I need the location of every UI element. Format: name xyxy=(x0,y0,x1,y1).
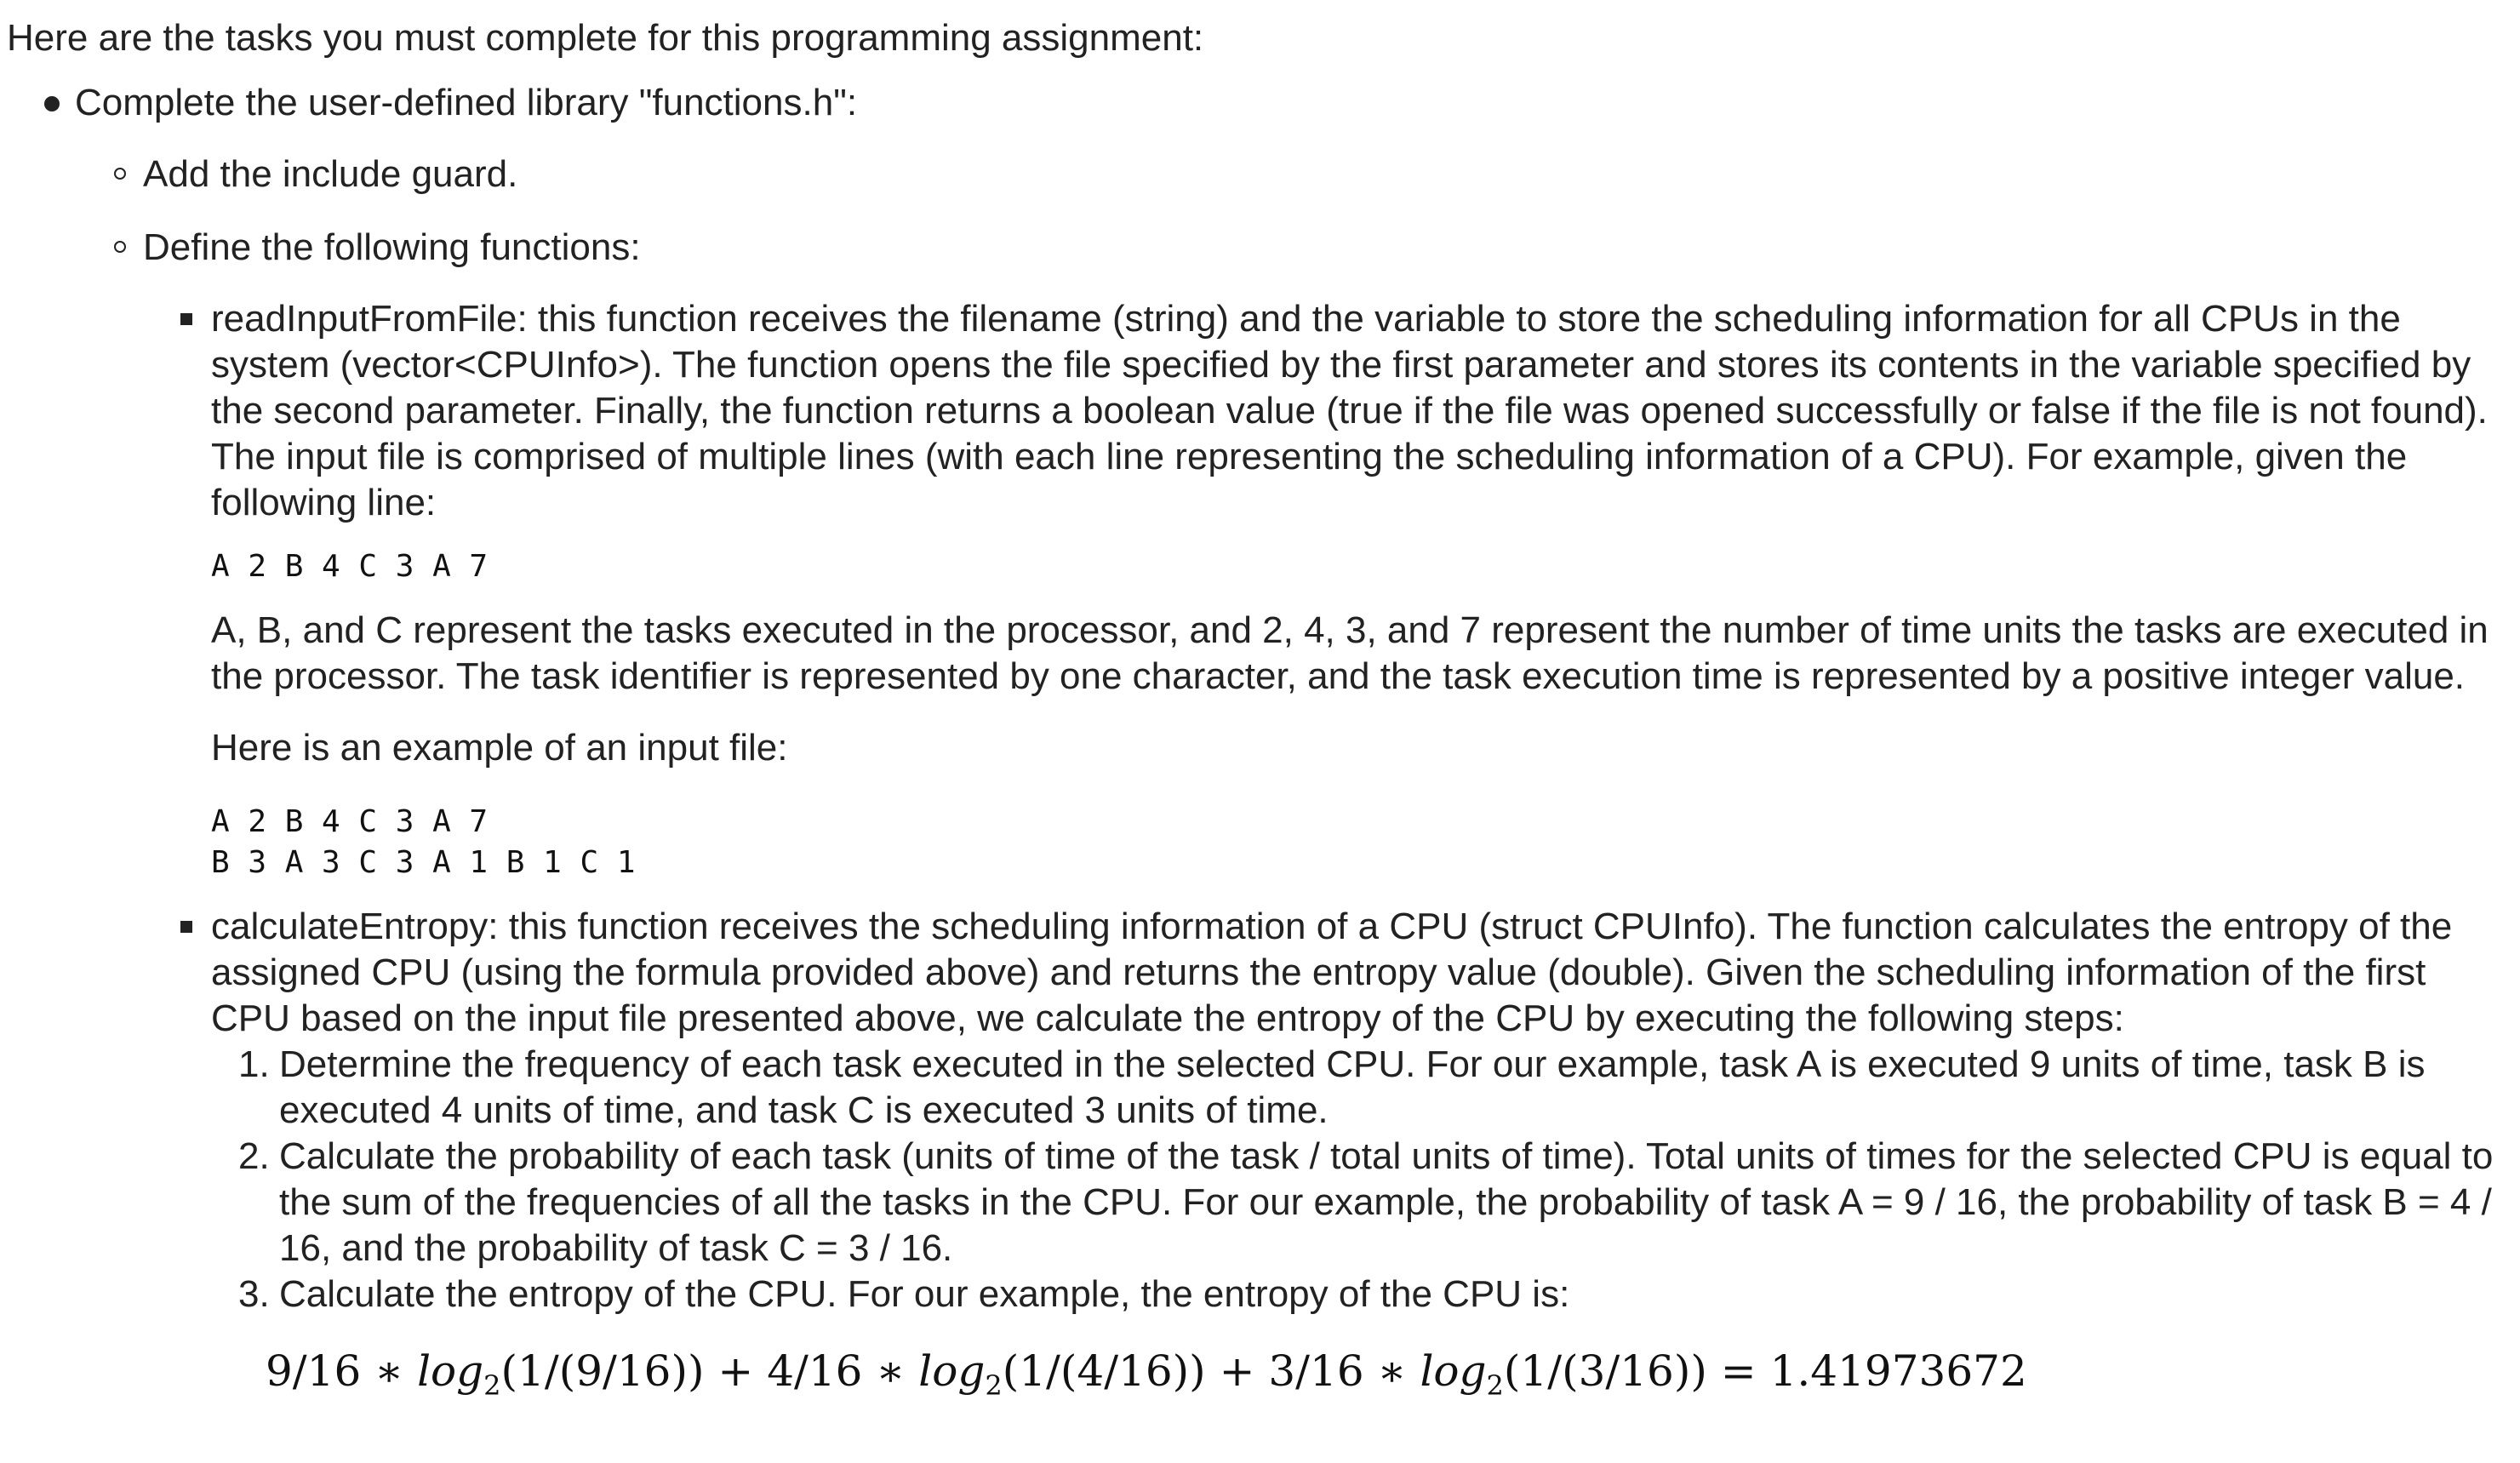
subtask-text: Define the following functions: xyxy=(143,226,641,268)
circle-bullet-icon xyxy=(114,168,126,180)
task-item-text: Complete the user-defined library "functions.h": xyxy=(75,82,858,123)
example-explanation: A, B, and C represent the tasks executed in the processor, and 2, 4, 3, and 7 represent the number of time units the tasks are executed in the processor. The task identifier is represented by one character, and the task execution time is represented by a positive integer value. xyxy=(211,609,2489,697)
function-list xyxy=(143,296,2509,1415)
square-bullet-icon xyxy=(180,313,192,325)
task-item-library xyxy=(7,80,2509,1415)
function-calculate-entropy xyxy=(143,904,2509,1415)
formula-log: log xyxy=(1420,1346,1487,1396)
formula-argument: (1/(9/16)) xyxy=(500,1346,705,1396)
formula-operator: + xyxy=(1205,1346,1269,1396)
step-item xyxy=(211,1134,2509,1272)
square-bullet-icon xyxy=(180,921,192,933)
formula-result: 1.41973672 xyxy=(1769,1346,2027,1396)
formula-argument: (1/(3/16)) xyxy=(1503,1346,1707,1396)
step-number: 3. xyxy=(238,1273,270,1315)
intro-text: Here are the tasks you must complete for this programming assignment: xyxy=(7,17,1204,59)
step-text: Determine the frequency of each task executed in the selected CPU. For our example, task A is executed 9 units of time, task B is executed 4 units of time, and task C is executed 3 units of time. xyxy=(279,1043,2426,1131)
formula-log-base: 2 xyxy=(483,1369,501,1402)
example-file-intro: Here is an example of an input file: xyxy=(211,727,788,769)
formula-log-base: 2 xyxy=(985,1369,1003,1402)
subtask-text: Add the include guard. xyxy=(143,153,518,195)
formula-log: log xyxy=(417,1346,484,1396)
function-read-input-from-file xyxy=(143,296,2509,883)
assignment-document xyxy=(7,15,2509,1443)
step-item xyxy=(211,1272,2509,1317)
step-item xyxy=(211,1042,2509,1134)
circle-bullet-icon xyxy=(114,241,126,253)
disc-bullet-icon xyxy=(44,96,60,111)
formula-log-base: 2 xyxy=(1486,1369,1504,1402)
entropy-steps-list xyxy=(211,1042,2509,1317)
formula-coefficient: 4/16 ∗ xyxy=(767,1346,919,1396)
formula-coefficient: 9/16 ∗ xyxy=(266,1346,418,1396)
library-subtask-list xyxy=(75,151,2509,1415)
subtask-include-guard xyxy=(75,151,2509,197)
subtask-define-functions xyxy=(75,225,2509,1415)
step-number: 2. xyxy=(238,1135,270,1177)
formula-log: log xyxy=(918,1346,986,1396)
function-description: readInputFromFile: this function receives the filename (string) and the variable to store the scheduling information for all CPUs in the system (vector<CPUInfo>). The function opens the file specified by the first parameter and stores its contents in the variable specified by the second parameter. Finally, the function returns a boolean value (true if the file was opened successfully or false if the file is not found). The input file is comprised of multiple lines (with each line representing the scheduling information of a CPU). For example, given the following line: xyxy=(211,298,2488,523)
function-description: calculateEntropy: this function receives the scheduling information of a CPU (struct CPUInfo). The function calculates the entropy of the assigned CPU (using the formula provided above) and returns the entropy value (double). Given the scheduling information of the first CPU based on the input file presented above, we calculate the entropy of the CPU by executing the following steps: xyxy=(211,906,2453,1039)
entropy-formula xyxy=(266,1341,2509,1415)
step-text: Calculate the probability of each task (units of time of the task / total units of time). Total units of times for the selected CPU is equal to the sum of the frequencies of all the tasks in the CPU. For our example, the probability of task A = 9 / 16, the probability of task B = 4 / 16, and the probability of task C = 3 / 16. xyxy=(279,1135,2494,1269)
example-line-code: A 2 B 4 C 3 A 7 xyxy=(211,549,489,584)
step-number: 1. xyxy=(238,1043,270,1085)
formula-operator: = xyxy=(1706,1346,1770,1396)
formula-operator: + xyxy=(704,1346,768,1396)
task-list xyxy=(7,80,2509,1415)
step-text: Calculate the entropy of the CPU. For our example, the entropy of the CPU is: xyxy=(279,1273,1570,1315)
example-file-code: A 2 B 4 C 3 A 7 B 3 A 3 C 3 A 1 B 1 C 1 xyxy=(211,804,636,880)
formula-coefficient: 3/16 ∗ xyxy=(1268,1346,1420,1396)
formula-argument: (1/(4/16)) xyxy=(1002,1346,1206,1396)
